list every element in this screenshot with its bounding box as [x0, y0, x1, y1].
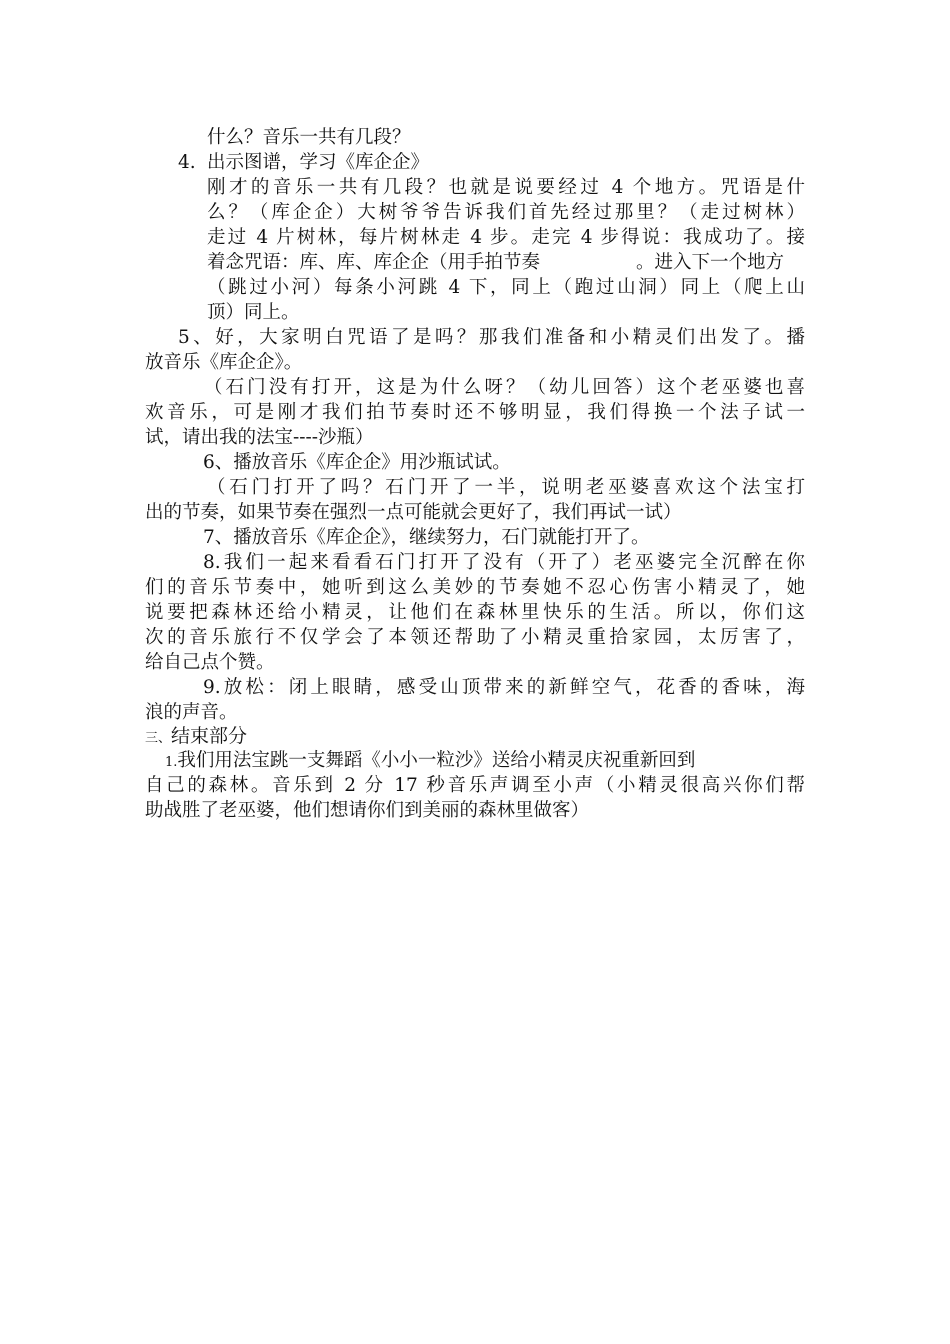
text-line: 自己的森林。音乐到 2 分 17 秒音乐声调至小声（小精灵很高兴你们帮	[145, 775, 805, 796]
text-line: 走过 4 片树林，每片树林走 4 步。走完 4 步得说：我成功了。接	[207, 227, 805, 248]
section-number: 三、	[145, 731, 172, 746]
list-number: 4.	[178, 152, 196, 173]
list-item	[165, 749, 805, 775]
text-line: 。进入下一个地方	[636, 252, 785, 273]
text-line: 着念咒语：库、库、库企企（用手拍节奏	[207, 252, 541, 273]
section-heading	[145, 724, 247, 751]
text-line: （石门打开了吗？石门开了一半，说明老巫婆喜欢这个法宝打	[207, 477, 805, 498]
text-line: 刚才的音乐一共有几段？也就是说要经过 4 个地方。咒语是什	[207, 177, 805, 198]
text-line: 5、好，大家明白咒语了是吗？那我们准备和小精灵们出发了。播	[178, 327, 805, 348]
text-line: 么？（库企企）大树爷爷告诉我们首先经过那里？（走过树林）	[207, 202, 805, 223]
text-line: 顶）同上。	[207, 302, 300, 323]
text-line: 什么？音乐一共有几段？	[207, 127, 411, 148]
text-line: 次的音乐旅行不仅学会了本领还帮助了小精灵重拾家园，太厉害了，	[145, 627, 805, 648]
section-title: 结束部分	[171, 725, 248, 747]
text-line: （跳过小河）每条小河跳 4 下，同上（跑过山洞）同上（爬上山	[207, 277, 805, 298]
text-line: 6、播放音乐《库企企》用沙瓶试试。	[203, 452, 511, 473]
text-line: 我们用法宝跳一支舞蹈《小小一粒沙》送给小精灵庆祝重新回到	[177, 750, 696, 771]
text-line: 8.我们一起来看看石门打开了没有（开了）老巫婆完全沉醉在你	[203, 552, 805, 573]
text-line: 7、播放音乐《库企企》，继续努力，石门就能打开了。	[203, 527, 650, 548]
list-number: 1.	[165, 755, 178, 770]
text-line: 9.放松：闭上眼睛，感受山顶带来的新鲜空气，花香的香味，海	[203, 677, 805, 698]
text-line: 助战胜了老巫婆，他们想请你们到美丽的森林里做客）	[145, 800, 590, 821]
text-line: 放音乐《库企企》。	[145, 352, 303, 373]
text-line: （石门没有打开，这是为什么呀？（幼儿回答）这个老巫婆也喜	[204, 377, 805, 398]
list-item-heading: 出示图谱，学习《库企企》	[207, 152, 430, 173]
text-line: 浪的声音。	[145, 702, 238, 723]
text-line: 给自己点个赞。	[145, 652, 275, 673]
text-line: 出的节奏，如果节奏在强烈一点可能就会更好了，我们再试一试）	[145, 502, 682, 523]
text-line: 欢音乐，可是刚才我们拍节奏时还不够明显，我们得换一个法子试一	[145, 402, 805, 423]
text-line: 试，请出我的法宝----沙瓶）	[145, 427, 374, 448]
text-line: 说要把森林还给小精灵，让他们在森林里快乐的生活。所以，你们这	[145, 602, 805, 623]
text-line: 们的音乐节奏中，她听到这么美妙的节奏她不忍心伤害小精灵了，她	[145, 577, 805, 598]
